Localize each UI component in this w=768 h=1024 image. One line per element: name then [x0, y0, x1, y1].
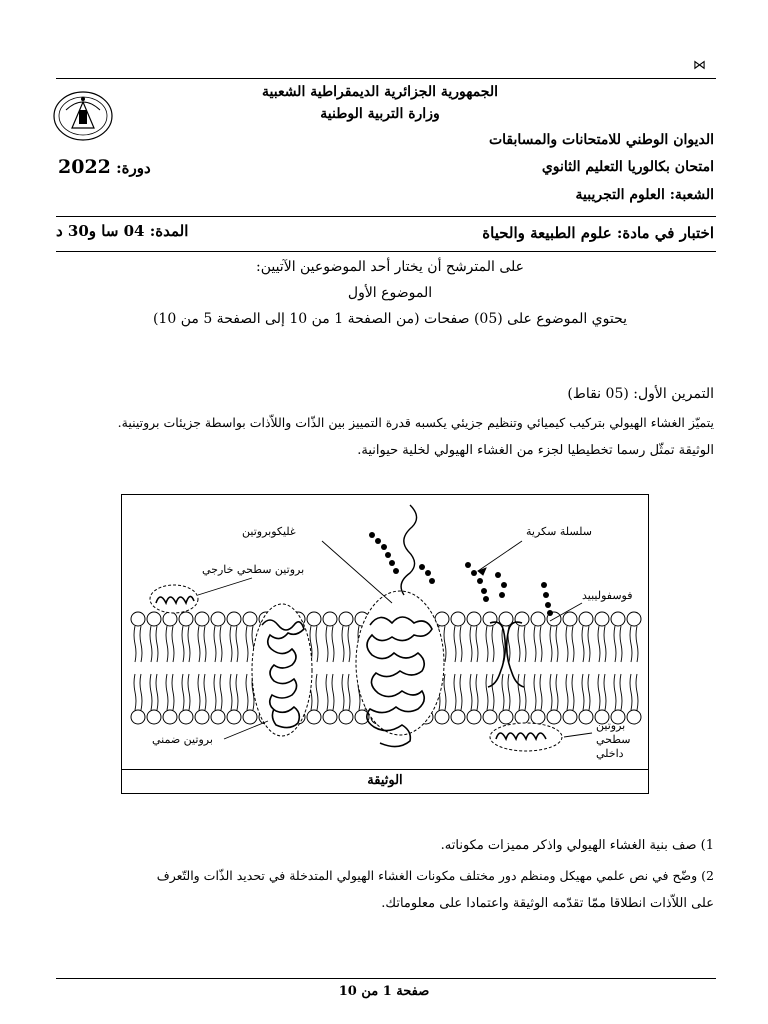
phospholipid-tail — [572, 674, 574, 710]
phospholipid-head — [339, 612, 353, 626]
phospholipid-tail — [572, 626, 574, 662]
phospholipid-tail — [518, 626, 520, 662]
phospholipid-head — [323, 612, 337, 626]
phospholipid-tail — [332, 674, 334, 710]
sugar-unit — [419, 564, 425, 570]
phospholipid-head — [195, 612, 209, 626]
phospholipid-tail — [342, 626, 344, 662]
phospholipid-tail — [214, 674, 216, 710]
phospholipid-head — [579, 710, 593, 724]
exercise-intro-2: الوثيقة تمثّل رسما تخطيطيا لجزء من الغشاء الهيولي لخلية حيوانية. — [357, 443, 714, 458]
phospholipid-tail — [182, 674, 184, 710]
phospholipid-head — [131, 612, 145, 626]
phospholipid-tail — [556, 674, 558, 710]
phospholipid-tail — [550, 674, 552, 710]
exercise-intro-1: يتميّز الغشاء الهيولي بتركيب كيميائي وتنظيم جزيئي يكسبه قدرة التمييز بين الذّات واللاّذات بواسطة جزيئات بروتينية. — [117, 415, 714, 430]
phospholipid-tail — [524, 626, 526, 662]
sugar-unit — [385, 552, 391, 558]
phospholipid-tail — [636, 674, 638, 710]
phospholipid-tail — [476, 674, 478, 710]
phospholipid-tail — [614, 626, 616, 662]
phospholipid-tail — [540, 626, 542, 662]
session — [58, 156, 151, 178]
question-2-line-1: 2) وضّح في نص علمي مهيكل ومنظم دور مختلف مكونات الغشاء الهيولي المتدخلة في تحديد الذّات والتّعرف — [156, 868, 714, 883]
phospholipid-head — [243, 612, 257, 626]
phospholipid-tail — [236, 674, 238, 710]
top-rule — [56, 78, 716, 79]
phospholipid-tail — [508, 674, 510, 710]
label-internal-protein-1: بروتين — [596, 719, 626, 732]
phospholipid-tail — [598, 626, 600, 662]
phospholipid-head — [179, 710, 193, 724]
sugar-unit — [375, 538, 381, 544]
phospholipid-head — [627, 710, 641, 724]
phospholipid-tail — [214, 626, 216, 662]
phospholipid-head — [531, 612, 545, 626]
phospholipid-tail — [182, 626, 184, 662]
external-surface-protein — [150, 585, 198, 613]
phospholipid-tail — [166, 626, 168, 662]
phospholipid-tail — [476, 626, 478, 662]
phospholipid-tail — [534, 674, 536, 710]
phospholipid-tail — [588, 674, 590, 710]
sugar-unit — [501, 582, 507, 588]
phospholipid-tail — [348, 626, 350, 662]
phospholipid-tail — [172, 674, 174, 710]
phospholipid-tail — [220, 674, 222, 710]
sugar-unit — [429, 578, 435, 584]
sugar-unit — [477, 578, 483, 584]
phospholipid-tail — [188, 674, 190, 710]
phospholipid-tail — [140, 626, 142, 662]
phospholipid-head — [547, 710, 561, 724]
phospholipid-tail — [566, 626, 568, 662]
session-year: 2022 — [58, 156, 111, 178]
phospholipid-head — [563, 612, 577, 626]
office-title: الديوان الوطني للامتحانات والمسابقات — [488, 132, 714, 148]
phospholipid-tail — [556, 626, 558, 662]
phospholipid-tail — [486, 674, 488, 710]
label-internal-protein-2: سطحي — [596, 733, 631, 746]
phospholipid-head — [179, 612, 193, 626]
phospholipid-tail — [166, 674, 168, 710]
sugar-unit — [471, 570, 477, 576]
sugar-unit — [425, 570, 431, 576]
header-rule-1 — [56, 216, 716, 217]
sugar-unit — [541, 582, 547, 588]
phospholipid-tail — [198, 626, 200, 662]
instruction-choose: على المترشح أن يختار أحد الموضوعين الآتيين: — [255, 259, 524, 275]
phospholipid-head — [243, 710, 257, 724]
phospholipid-tail — [230, 674, 232, 710]
page-footer: صفحة 1 من 10 — [338, 984, 430, 999]
phospholipid-tail — [342, 674, 344, 710]
phospholipid-head — [211, 612, 225, 626]
phospholipid-tail — [134, 674, 136, 710]
sugar-unit — [543, 592, 549, 598]
sugar-unit — [545, 602, 551, 608]
phospholipid-head — [435, 612, 449, 626]
question-2-line-2: على اللاّذات انطلاقا ممّا تقدّمه الوثيقة واعتمادا على معلوماتك. — [381, 896, 714, 911]
footer-rule — [56, 978, 716, 979]
phospholipid-tail — [246, 674, 248, 710]
sugar-unit — [393, 568, 399, 574]
phospholipid-tail — [204, 674, 206, 710]
phospholipid-tail — [620, 674, 622, 710]
phospholipid-tail — [636, 626, 638, 662]
phospholipid-head — [563, 710, 577, 724]
pages-info: يحتوي الموضوع على (05) صفحات (من الصفحة 1 من 10 إلى الصفحة 5 من 10) — [152, 311, 628, 327]
duration-label: المدة: 04 سا و30 د — [56, 222, 189, 240]
sugar-arrow-head — [478, 568, 486, 575]
phospholipid-tail — [630, 626, 632, 662]
phospholipid-tail — [156, 674, 158, 710]
phospholipid-tail — [204, 626, 206, 662]
phospholipid-head — [595, 612, 609, 626]
figure-caption: الوثيقة — [367, 773, 403, 788]
phospholipid-tail — [326, 626, 328, 662]
phospholipid-tail — [630, 674, 632, 710]
ministry-title: وزارة التربية الوطنية — [320, 106, 440, 122]
exercise-title: التمرين الأول: (05 نقاط) — [567, 386, 714, 402]
exam-title: امتحان بكالوريا التعليم الثانوي — [541, 159, 714, 175]
phospholipid-head — [435, 710, 449, 724]
phospholipid-head — [163, 612, 177, 626]
phospholipid-tail — [134, 626, 136, 662]
membrane-figure — [121, 494, 649, 794]
phospholipid-tail — [566, 674, 568, 710]
phospholipid-head — [451, 612, 465, 626]
phospholipid-head — [211, 710, 225, 724]
phospholipid-tail — [454, 626, 456, 662]
phospholipid-tail — [246, 626, 248, 662]
phospholipid-tail — [582, 674, 584, 710]
subject-label: اختبار في مادة: علوم الطبيعة والحياة — [482, 224, 714, 242]
phospholipid-head — [147, 612, 161, 626]
phospholipid-tail — [140, 674, 142, 710]
sugar-unit — [381, 544, 387, 550]
phospholipid-head — [227, 710, 241, 724]
phospholipid-tail — [230, 626, 232, 662]
phospholipid-tail — [326, 674, 328, 710]
phospholipid-tail — [150, 626, 152, 662]
phospholipid-tail — [502, 674, 504, 710]
label-integral-protein: بروتين ضمني — [152, 733, 213, 746]
phospholipid-tail — [454, 674, 456, 710]
stream-label: الشعبة: العلوم التجريبية — [575, 187, 714, 203]
label-glycoprotein: غليكوبروتين — [242, 525, 296, 538]
phospholipid-tail — [172, 626, 174, 662]
phospholipid-head — [515, 710, 529, 724]
sugar-unit — [389, 560, 395, 566]
phospholipid-head — [611, 612, 625, 626]
sugar-unit — [499, 592, 505, 598]
phospholipid-tail — [348, 674, 350, 710]
session-label: دورة: — [116, 159, 151, 177]
phospholipid-head — [451, 710, 465, 724]
phospholipid-head — [579, 612, 593, 626]
phospholipid-head — [467, 612, 481, 626]
corner-mark: ⋈ — [693, 58, 706, 73]
internal-surface-protein — [490, 723, 562, 751]
phospholipid-head — [499, 710, 513, 724]
phospholipid-head — [339, 710, 353, 724]
phospholipid-head — [531, 710, 545, 724]
phospholipid-tail — [332, 626, 334, 662]
question-1: 1) صف بنية الغشاء الهيولي واذكر مميزات مكوناته. — [440, 838, 714, 853]
phospholipid-head — [195, 710, 209, 724]
sugar-unit — [465, 562, 471, 568]
phospholipid-tail — [582, 626, 584, 662]
phospholipid-tail — [492, 674, 494, 710]
label-internal-protein-3: داخلي — [596, 747, 624, 760]
phospholipid-head — [227, 612, 241, 626]
phospholipid-tail — [550, 626, 552, 662]
phospholipid-tail — [198, 674, 200, 710]
phospholipid-tail — [492, 626, 494, 662]
phospholipid-head — [163, 710, 177, 724]
sugar-unit — [547, 610, 553, 616]
phospholipid-tail — [614, 674, 616, 710]
phospholipid-head — [147, 710, 161, 724]
phospholipid-head — [483, 612, 497, 626]
topic-title: الموضوع الأول — [347, 285, 433, 301]
phospholipid-head — [131, 710, 145, 724]
phospholipid-head — [307, 612, 321, 626]
phospholipid-tail — [236, 626, 238, 662]
phospholipid-head — [467, 710, 481, 724]
phospholipid-tail — [604, 626, 606, 662]
ministry-logo — [52, 90, 114, 142]
phospholipid-tail — [150, 674, 152, 710]
label-sugar-chain: سلسلة سكرية — [526, 525, 593, 538]
phospholipid-tail — [604, 674, 606, 710]
phospholipid-head — [323, 710, 337, 724]
phospholipid-tail — [534, 626, 536, 662]
phospholipid-head — [307, 710, 321, 724]
phospholipid-tail — [486, 626, 488, 662]
phospholipid-tail — [444, 674, 446, 710]
label-phospholipid: فوسفوليبيد — [582, 589, 633, 602]
glycoprotein-body — [356, 505, 444, 747]
phospholipid-head — [483, 710, 497, 724]
phospholipid-tail — [316, 626, 318, 662]
phospholipid-head — [515, 612, 529, 626]
label-external-protein: بروتين سطحي خارجي — [202, 563, 305, 576]
phospholipid-tail — [156, 626, 158, 662]
phospholipid-tail — [588, 626, 590, 662]
header-rule-2 — [56, 251, 716, 252]
phospholipid-tail — [620, 626, 622, 662]
phospholipid-tail — [188, 626, 190, 662]
phospholipid-tail — [470, 674, 472, 710]
phospholipid-tail — [460, 626, 462, 662]
sugar-unit — [481, 588, 487, 594]
figure-caption-row — [122, 769, 648, 794]
phospholipid-tail — [470, 626, 472, 662]
sugar-unit — [483, 596, 489, 602]
republic-title: الجمهورية الجزائرية الديمقراطية الشعبية — [261, 84, 498, 100]
phospholipid-tail — [460, 674, 462, 710]
phospholipid-tail — [518, 674, 520, 710]
phospholipid-tail — [524, 674, 526, 710]
phospholipid-tail — [598, 674, 600, 710]
integral-protein-left — [252, 604, 312, 736]
sugar-unit — [495, 572, 501, 578]
sugar-unit — [369, 532, 375, 538]
phospholipid-tail — [316, 674, 318, 710]
phospholipid-tail — [540, 674, 542, 710]
phospholipid-tail — [220, 626, 222, 662]
phospholipid-head — [627, 612, 641, 626]
